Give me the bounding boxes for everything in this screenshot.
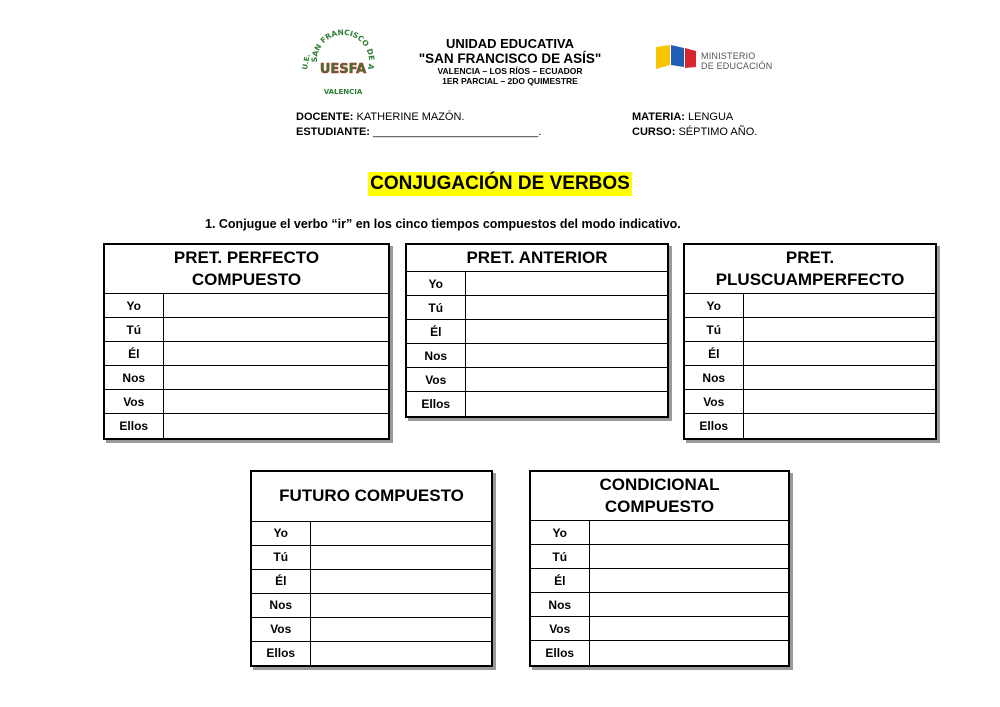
answer-cell[interactable]: [465, 392, 667, 416]
answer-cell[interactable]: [465, 320, 667, 344]
table-title: [685, 245, 935, 294]
school-period: 1ER PARCIAL – 2DO QUIMESTRE: [442, 76, 578, 86]
table-row: [685, 294, 935, 318]
student-label: ESTUDIANTE:: [296, 126, 370, 138]
table-row: [685, 366, 935, 390]
answer-cell[interactable]: [310, 521, 491, 545]
answer-cell[interactable]: [589, 593, 788, 617]
course-row: [632, 125, 757, 140]
table-row: [407, 320, 667, 344]
answer-cell[interactable]: [743, 414, 935, 438]
teacher-label: DOCENTE:: [296, 111, 354, 123]
pronoun-cell: Vos: [105, 390, 163, 414]
conjugation-table: [105, 245, 388, 438]
pronoun-cell: Ellos: [105, 414, 163, 438]
answer-cell[interactable]: [589, 521, 788, 545]
table-row: [252, 545, 491, 569]
ministry-flag-icon: [656, 45, 698, 77]
pronoun-cell: Tú: [407, 296, 465, 320]
answer-cell[interactable]: [163, 294, 388, 318]
course-label: CURSO:: [632, 126, 676, 138]
pronoun-cell: Ellos: [685, 414, 743, 438]
conjugation-table: [531, 472, 788, 665]
pronoun-cell: Tú: [105, 318, 163, 342]
student-name-field[interactable]: ___________________________.: [373, 126, 542, 138]
table-row: [685, 390, 935, 414]
answer-cell[interactable]: [743, 342, 935, 366]
table-row: [531, 521, 788, 545]
answer-cell[interactable]: [310, 641, 491, 665]
table-title-line: PRET. PERFECTO: [173, 248, 320, 267]
table-row: [252, 593, 491, 617]
table-row: [685, 342, 935, 366]
answer-cell[interactable]: [589, 641, 788, 665]
conjugation-table: [252, 472, 491, 665]
school-line-1: UNIDAD EDUCATIVA: [445, 36, 575, 51]
answer-cell[interactable]: [310, 593, 491, 617]
answer-cell[interactable]: [743, 390, 935, 414]
pronoun-cell: Ellos: [531, 641, 589, 665]
answer-cell[interactable]: [589, 569, 788, 593]
pronoun-cell: Yo: [252, 521, 310, 545]
conjugation-table: [685, 245, 935, 438]
pronoun-cell: Él: [531, 569, 589, 593]
table-row: [407, 368, 667, 392]
subject-row: [632, 110, 757, 125]
table-title: [531, 472, 788, 521]
pronoun-cell: Tú: [531, 545, 589, 569]
table-row: [252, 617, 491, 641]
table-title: [105, 245, 388, 294]
school-header: [380, 36, 640, 86]
answer-cell[interactable]: [743, 294, 935, 318]
answer-cell[interactable]: [310, 545, 491, 569]
answer-cell[interactable]: [163, 414, 388, 438]
table-row: [531, 641, 788, 665]
school-line-2: "SAN FRANCISCO DE ASÍS": [418, 51, 602, 66]
course-value: SÉPTIMO AÑO.: [678, 126, 758, 138]
answer-cell[interactable]: [465, 272, 667, 296]
tense-table-condicional-compuesto: [529, 470, 790, 667]
pronoun-cell: Ellos: [252, 641, 310, 665]
tense-table-pret-anterior: [405, 243, 669, 418]
student-row: [296, 125, 541, 140]
table-row: [105, 366, 388, 390]
table-row: [531, 617, 788, 641]
pronoun-cell: Yo: [105, 294, 163, 318]
pronoun-cell: Vos: [252, 617, 310, 641]
subject-value: LENGUA: [688, 111, 734, 123]
pronoun-cell: Yo: [407, 272, 465, 296]
pronoun-cell: Nos: [685, 366, 743, 390]
title-wrap: [0, 172, 1000, 196]
school-logo: [302, 26, 384, 100]
answer-cell[interactable]: [465, 296, 667, 320]
table-row: [685, 414, 935, 438]
answer-cell[interactable]: [163, 342, 388, 366]
ministry-line-2: DE EDUCACIÓN: [701, 61, 773, 71]
table-row: [685, 318, 935, 342]
answer-cell[interactable]: [163, 366, 388, 390]
pronoun-cell: Él: [105, 342, 163, 366]
table-row: [407, 296, 667, 320]
table-row: [105, 342, 388, 366]
pronoun-cell: Tú: [252, 545, 310, 569]
teacher-row: [296, 110, 541, 125]
ministry-line-1: MINISTERIO: [701, 51, 756, 61]
pronoun-cell: Nos: [531, 593, 589, 617]
table-row: [105, 414, 388, 438]
table-title-line: FUTURO COMPUESTO: [279, 486, 464, 506]
answer-cell[interactable]: [589, 545, 788, 569]
table-title-line: PLUSCUAMPERFECTO: [715, 270, 905, 289]
pronoun-cell: Tú: [685, 318, 743, 342]
svg-text:U.E.: U.E.: [302, 53, 312, 71]
table-row: [407, 392, 667, 416]
conjugation-table: [407, 245, 667, 416]
table-title-line: PRET. ANTERIOR: [466, 248, 608, 267]
tense-table-pret-pluscuamperfecto: [683, 243, 937, 440]
pronoun-cell: Nos: [105, 366, 163, 390]
table-title: [407, 245, 667, 272]
pronoun-cell: Yo: [531, 521, 589, 545]
pronoun-cell: Vos: [685, 390, 743, 414]
table-row: [407, 344, 667, 368]
tense-table-futuro-compuesto: [250, 470, 493, 667]
table-row: [407, 272, 667, 296]
answer-cell[interactable]: [310, 569, 491, 593]
svg-text:SAN FRANCISCO DE ASÍS: SAN FRANCISCO DE A: [309, 27, 377, 71]
table-row: [531, 569, 788, 593]
school-location: VALENCIA – LOS RÍOS – ECUADOR: [437, 66, 583, 76]
svg-text:VALENCIA: VALENCIA: [323, 88, 363, 96]
pronoun-cell: Él: [685, 342, 743, 366]
answer-cell[interactable]: [310, 617, 491, 641]
page-title: CONJUGACIÓN DE VERBOS: [370, 173, 630, 194]
table-title-line: PRET.: [785, 248, 835, 267]
pronoun-cell: Vos: [407, 368, 465, 392]
pronoun-cell: Vos: [531, 617, 589, 641]
table-title-line: CONDICIONAL: [599, 475, 720, 494]
pronoun-cell: Nos: [407, 344, 465, 368]
table-row: [531, 593, 788, 617]
table-title-line: COMPUESTO: [604, 497, 715, 516]
info-left: [296, 110, 541, 140]
table-row: [252, 569, 491, 593]
table-row: [531, 545, 788, 569]
table-row: [105, 294, 388, 318]
info-right: [632, 110, 757, 140]
answer-cell[interactable]: [465, 344, 667, 368]
pronoun-cell: Él: [252, 569, 310, 593]
answer-cell[interactable]: [465, 368, 667, 392]
table-row: [105, 318, 388, 342]
pronoun-cell: Yo: [685, 294, 743, 318]
teacher-name: KATHERINE MAZÓN.: [356, 111, 465, 123]
table-row: [252, 521, 491, 545]
table-row: [105, 390, 388, 414]
pronoun-cell: Él: [407, 320, 465, 344]
subject-label: MATERIA:: [632, 111, 685, 123]
answer-cell[interactable]: [163, 390, 388, 414]
ministry-logo: [656, 45, 786, 77]
answer-cell[interactable]: [163, 318, 388, 342]
tense-table-pret-perfecto-compuesto: [103, 243, 390, 440]
table-title-line: COMPUESTO: [191, 270, 302, 289]
answer-cell[interactable]: [589, 617, 788, 641]
table-title: [252, 472, 491, 521]
instruction: 1. Conjugue el verbo “ir” en los cinco tiempos compuestos del modo indicativo.: [205, 217, 681, 231]
answer-cell[interactable]: [743, 318, 935, 342]
pronoun-cell: Nos: [252, 593, 310, 617]
svg-text:UESFA: UESFA: [319, 62, 367, 77]
table-row: [252, 641, 491, 665]
answer-cell[interactable]: [743, 366, 935, 390]
pronoun-cell: Ellos: [407, 392, 465, 416]
